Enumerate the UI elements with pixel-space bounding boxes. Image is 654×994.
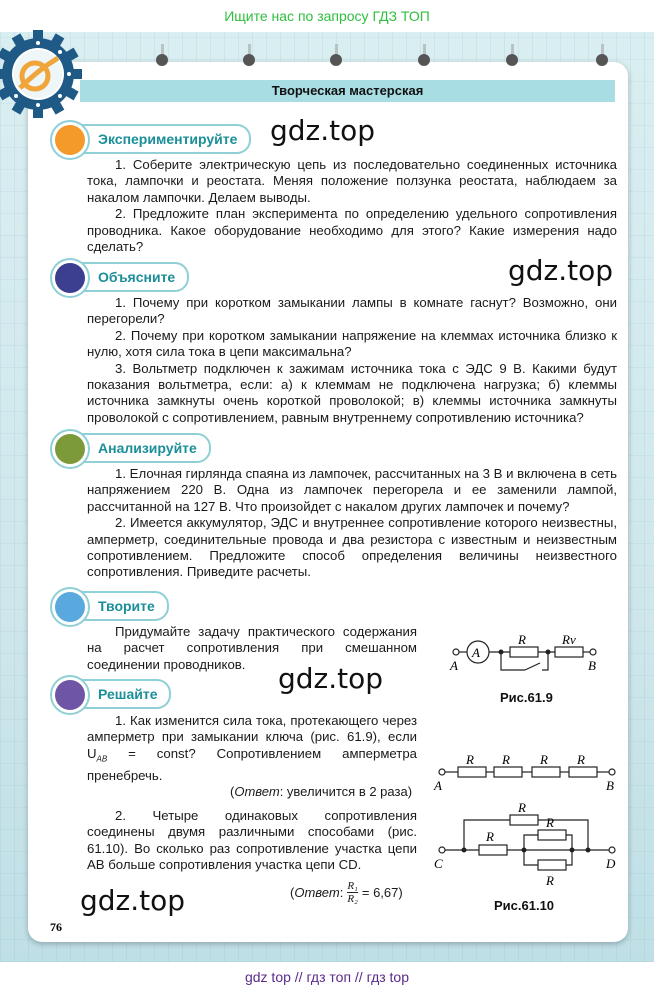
top-banner[interactable]: Ищите нас по запросу ГДЗ ТОП — [224, 8, 430, 24]
section-text-solve-1 — [87, 713, 417, 784]
task-item: 1. Елочная гирлянда спаяна из лампочек, рассчитанных на 3 В и включена в сеть напряжением 220 В. Одна из лампочек перегорела и ее заменили лампой, рассчитанной на 127 В. Что произойдет с накалом других лампочек и почему? — [87, 466, 617, 514]
svg-text:R: R — [486, 829, 494, 844]
binder-ring-icon — [596, 54, 608, 68]
binder-ring-icon — [418, 54, 430, 68]
binder-ring-icon — [506, 54, 518, 68]
watermark: gdz.top — [80, 884, 186, 917]
terminal-d-label: D — [606, 856, 616, 871]
task-item: 1. Соберите электрическую цепь из последовательно соединенных источника тока, лампочки и реостата. Меняя положение ползунка реостата, наблюдаем за накалом лампочки. Делаем выводы. — [87, 157, 617, 205]
svg-text:R: R — [540, 752, 548, 767]
section-bullet-icon — [50, 429, 90, 469]
terminal-c-label: C — [434, 856, 443, 871]
section-bullet-icon — [50, 675, 90, 715]
watermark: gdz.top — [278, 662, 384, 695]
section-title: Анализируйте — [98, 440, 197, 456]
section-bullet-icon — [50, 120, 90, 160]
terminal-a-label: A — [450, 658, 458, 673]
binder-ring-icon — [243, 54, 255, 68]
footer-links[interactable]: gdz top // гдз топ // гдз top — [244, 969, 410, 985]
section-text-analyze — [87, 466, 617, 581]
terminal-b-label: B — [606, 778, 614, 793]
circuit-diagram-61-9 — [440, 630, 610, 680]
section-label-explain — [62, 262, 189, 292]
section-label-solve — [62, 679, 171, 709]
task-item: 2. Почему при коротком замыкании напряжение на клеммах источника близко к нулю, хотя сила тока в цепи максимальна? — [87, 327, 617, 360]
answer-2: (Ответ: $\frac{\text{R₁}}{\text{R₂}}$ = 6,67) — [290, 880, 403, 905]
task-item: 2. Четыре одинаковых сопротивления соединены двумя различными способами (рис. 61.10). Во сколько раз сопротивление участка цепи AB больше сопротивления участка цепи CD. — [87, 808, 417, 873]
terminal-a-label: A — [434, 778, 442, 793]
gear-logo-icon — [0, 30, 82, 118]
binder-ring-icon — [330, 54, 342, 68]
section-text-experiment — [87, 157, 617, 255]
page-title: Творческая мастерская — [80, 80, 615, 102]
svg-text:R: R — [546, 873, 554, 888]
terminal-b-label: B — [588, 658, 596, 673]
resistor-label: R — [518, 632, 526, 647]
section-text-explain — [87, 295, 617, 426]
section-text-solve-2 — [87, 808, 417, 874]
watermark: gdz.top — [508, 254, 614, 287]
page-number: 76 — [50, 920, 62, 934]
task-item: Придумайте задачу практического содержания на расчет сопротивления при смешанном соединении проводников. — [87, 624, 417, 672]
figure-caption: Рис.61.10 — [494, 898, 555, 913]
section-label-analyze — [62, 433, 211, 463]
task-item: 2. Имеется аккумулятор, ЭДС и внутреннее сопротивление которого неизвестны, амперметр, соединительные провода и два резистора с известным и неизвестным сопротивлением. Предложите способ определения величины неизвестного сопротивления. Приведите расчеты. — [87, 515, 617, 580]
task-item: 1. Почему при коротком замыкании лампы в комнате гаснут? Возможно, они перегорели? — [87, 295, 617, 327]
figure-caption: Рис.61.9 — [500, 690, 553, 705]
task-item: 1. Как изменится сила тока, протекающего через амперметр при замыкании ключа (рис. 61.9), если $U_{AB}$ = const? Сопротивлением амперметра пренебречь. — [87, 713, 417, 783]
svg-text:R: R — [546, 815, 554, 830]
task-item: 2. Предложите план эксперимента по определению удельного сопротивления проводника. Какое оборудование необходимо для этого? Какие измерения надо сделать? — [87, 206, 617, 255]
section-bullet-icon — [50, 587, 90, 627]
circuit-diagram-61-10 — [428, 748, 618, 888]
section-label-create — [62, 591, 169, 621]
answer-1: (Ответ: увеличится в 2 раза) — [230, 784, 413, 799]
task-item: 3. Вольтметр подключен к зажимам источника тока с ЭДС 9 В. Какими будут показания вольтметра, если: а) к клеммам не подключена нагрузка; б) клеммы источника замкнуты очень короткой проволокой; в) клеммы источника замкнуты проволокой с сопротивлением, равным внутреннему сопротивлению источника? — [87, 360, 617, 425]
svg-text:R: R — [518, 800, 526, 815]
svg-text:R: R — [502, 752, 510, 767]
section-bullet-icon — [50, 258, 90, 298]
svg-text:R: R — [577, 752, 585, 767]
binder-ring-icon — [156, 54, 168, 68]
section-title: Решайте — [98, 686, 158, 702]
section-title: Творите — [98, 598, 155, 614]
section-title: Объясните — [98, 269, 176, 285]
svg-text:R: R — [466, 752, 474, 767]
section-label-experiment — [62, 124, 251, 154]
rheostat-label: Rv — [562, 632, 576, 647]
ammeter-label: A — [472, 645, 480, 660]
watermark: gdz.top — [270, 114, 376, 147]
section-title: Экспериментируйте — [98, 131, 238, 147]
